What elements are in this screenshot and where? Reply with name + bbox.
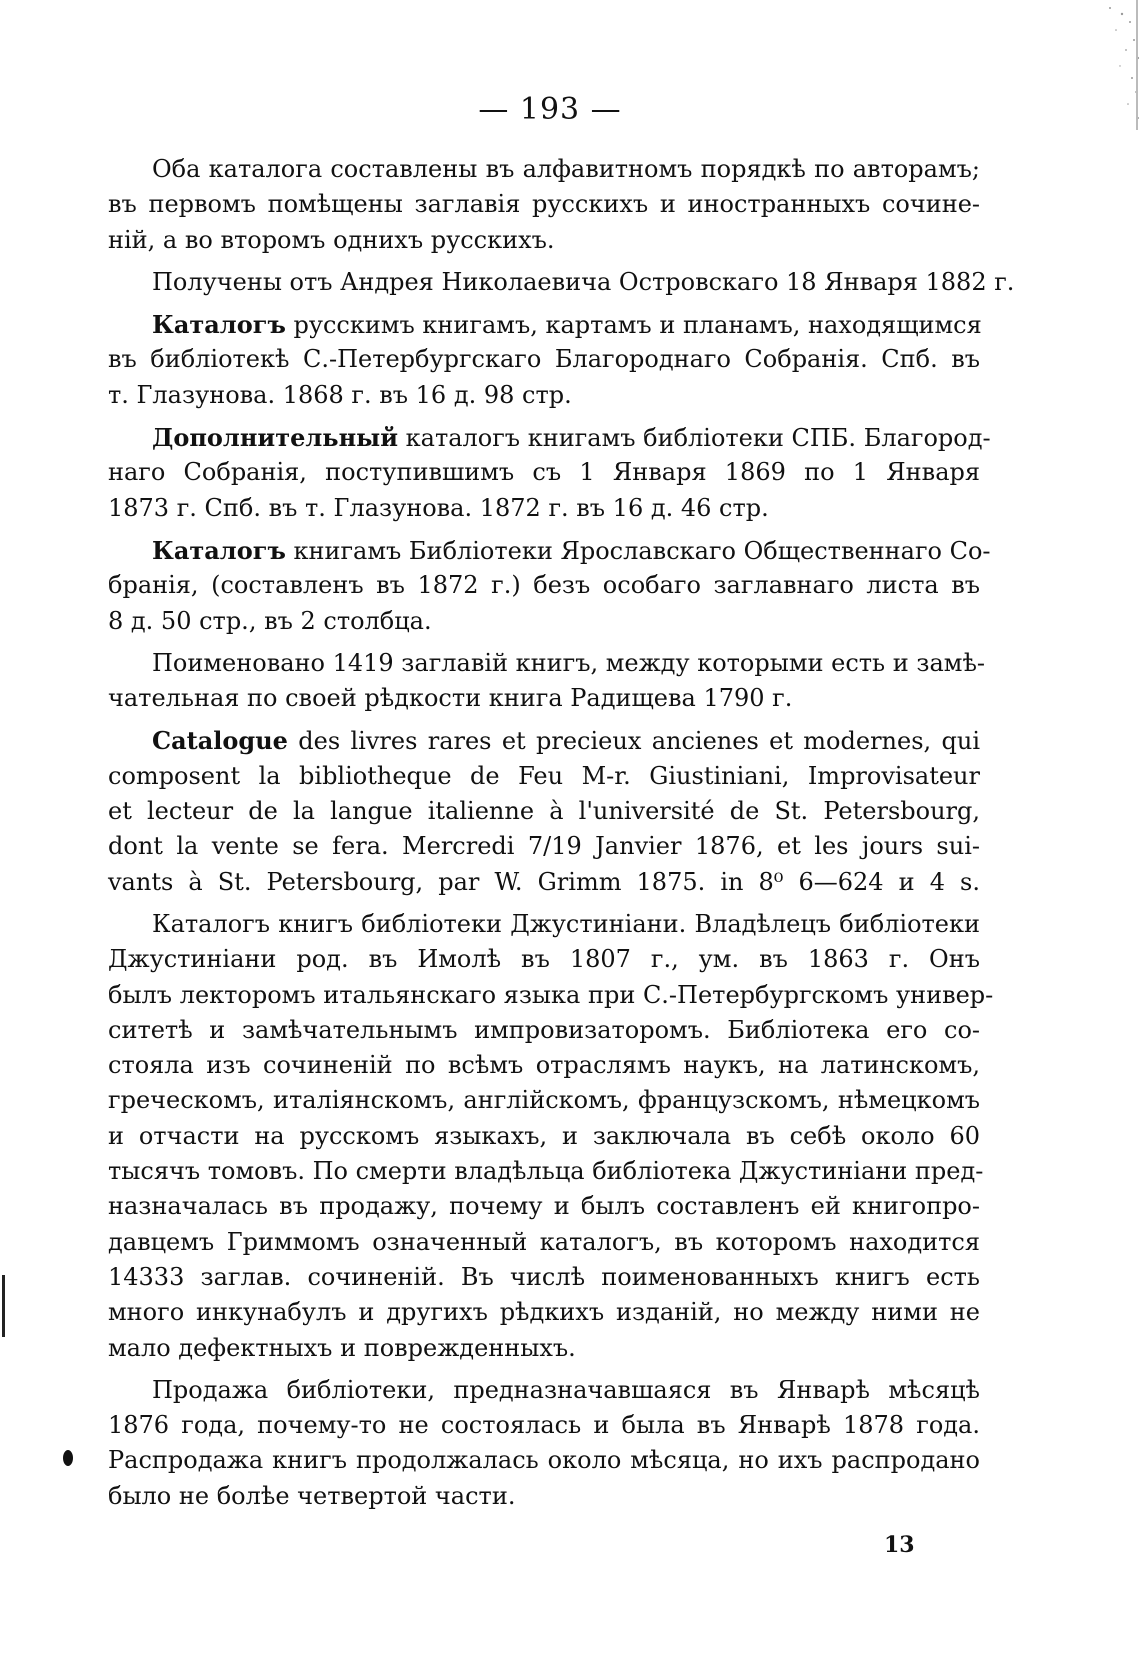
text-line: [108, 533, 991, 568]
entry-lead: Дополнительный: [152, 423, 398, 453]
text-line: Получены отъ Андрея Николаевича Островскаго 18 Января 1882 г.: [152, 267, 1015, 296]
text-line: былъ лекторомъ итальянскаго языка при С.-Петербургскомъ универ-: [108, 980, 994, 1009]
paragraph-titles-count: [108, 646, 986, 717]
signature-mark: 13: [884, 1532, 915, 1558]
text-line: [108, 723, 980, 758]
text-line: Оба каталога составлены въ алфавитномъ порядкѣ по авторамъ;: [152, 155, 980, 183]
text-line: было не болѣе четвертой части.: [108, 1481, 516, 1510]
paragraph-supplementary-catalog: [108, 420, 991, 526]
text-line: чательная по своей рѣдкости книга Радищева 1790 г.: [108, 684, 793, 713]
text-line: въ первомъ помѣщены заглавія русскихъ и иностранныхъ сочине-: [108, 190, 980, 219]
paragraph-catalogue-giustiniani: [108, 723, 980, 899]
paragraph-yaroslavl-catalog: [108, 533, 991, 639]
text-line: стояла изъ сочиненій по всѣмъ отраслямъ наукъ, на латинскомъ,: [108, 1051, 980, 1080]
entry-text: книгамъ Библіотеки Ярославскаго Общественнаго Со-: [285, 536, 991, 565]
text-line: composent la bibliotheque de Feu M-r. Giustiniani, Improvisateur: [108, 761, 980, 790]
text-line: 1876 года, почему-то не состоялась и была въ Январѣ 1878 года.: [108, 1411, 980, 1440]
paragraph-library-sale: [108, 1373, 980, 1514]
text-line: et lecteur de la langue italienne à l'université de St. Petersbourg,: [108, 797, 980, 826]
entry-lead: Каталогъ: [152, 535, 286, 565]
paragraph-catalog-russian-books: [108, 307, 980, 413]
text-line: тысячъ томовъ. По смерти владѣльца библіотека Джустиніани пред-: [108, 1157, 984, 1186]
entry-lead: Каталогъ: [152, 310, 286, 340]
text-line: Каталогъ книгъ библіотеки Джустиніани. Владѣлецъ библіотеки: [152, 909, 980, 938]
page-number: — 193 —: [478, 92, 622, 127]
text-line: 1873 г. Спб. въ т. Глазунова. 1872 г. въ 16 д. 46 стр.: [108, 493, 769, 522]
text-line: dont la vente se fera. Mercredi 7/19 Janvier 1876, et les jours sui-: [108, 832, 980, 861]
text-line: греческомъ, италіянскомъ, англійскомъ, французскомъ, нѣмецкомъ: [108, 1086, 980, 1115]
paragraph-received: [108, 265, 1015, 300]
entry-text: des livres rares et precieux ancienes et modernes, qui: [287, 727, 980, 756]
entry-text: каталогъ книгамъ библіотеки СПБ. Благород-: [398, 424, 991, 453]
text-line: мало дефектныхъ и поврежденныхъ.: [108, 1333, 576, 1362]
text-line: [108, 307, 980, 342]
text-line: Джустиніани род. въ Имолѣ въ 1807 г., ум. въ 1863 г. Онъ: [108, 945, 980, 974]
text-line: т. Глазунова. 1868 г. въ 16 д. 98 стр.: [108, 380, 572, 409]
paragraph-catalog-order: [108, 152, 980, 258]
text-line: бранія, (составленъ въ 1872 г.) безъ особаго заглавнаго листа въ: [108, 571, 980, 600]
scan-edge-noise: [1050, 0, 1140, 130]
text-line: наго Собранія, поступившимъ съ 1 Января 1869 по 1 Января: [108, 458, 980, 487]
text-line: назначалась въ продажу, почему и былъ составленъ ей книгопро-: [108, 1192, 980, 1221]
text-line: vants à St. Petersbourg, par W. Grimm 1875. in 8⁰ 6—624 и 4 s.: [108, 867, 980, 896]
text-line: и отчасти на русскомъ языкахъ, и заключала въ себѣ около 60: [108, 1121, 980, 1150]
text-line: Продажа библіотеки, предназначавшаяся въ Январѣ мѣсяцѣ: [152, 1375, 980, 1404]
text-line: Поименовано 1419 заглавій книгъ, между которыми есть и замѣ-: [152, 648, 986, 677]
text-line: въ библіотекѣ С.-Петербургскаго Благороднаго Собранія. Спб. въ: [108, 345, 980, 374]
scan-margin-mark: [2, 1275, 5, 1337]
body-text: [108, 152, 1015, 1521]
entry-text: русскимъ книгамъ, картамъ и планамъ, находящимся: [285, 311, 982, 340]
text-line: давцемъ Гриммомъ означенный каталогъ, въ которомъ находится: [108, 1227, 980, 1256]
text-line: ситетѣ и замѣчательнымъ импровизаторомъ. Библіотека его со-: [108, 1015, 980, 1044]
paragraph-giustiniani-library: [108, 907, 994, 1366]
text-line: Распродажа книгъ продолжалась около мѣсяца, но ихъ распродано: [108, 1446, 980, 1475]
entry-lead: Catalogue: [152, 726, 288, 756]
ink-blot: [63, 1450, 73, 1466]
text-line: 14333 заглав. сочиненій. Въ числѣ поименованныхъ книгъ есть: [108, 1262, 980, 1291]
text-line: ній, а во второмъ однихъ русскихъ.: [108, 225, 555, 254]
text-line: 8 д. 50 стр., въ 2 столбца.: [108, 606, 432, 635]
text-line: [108, 420, 991, 455]
text-line: много инкунабулъ и другихъ рѣдкихъ изданій, но между ними не: [108, 1298, 980, 1327]
